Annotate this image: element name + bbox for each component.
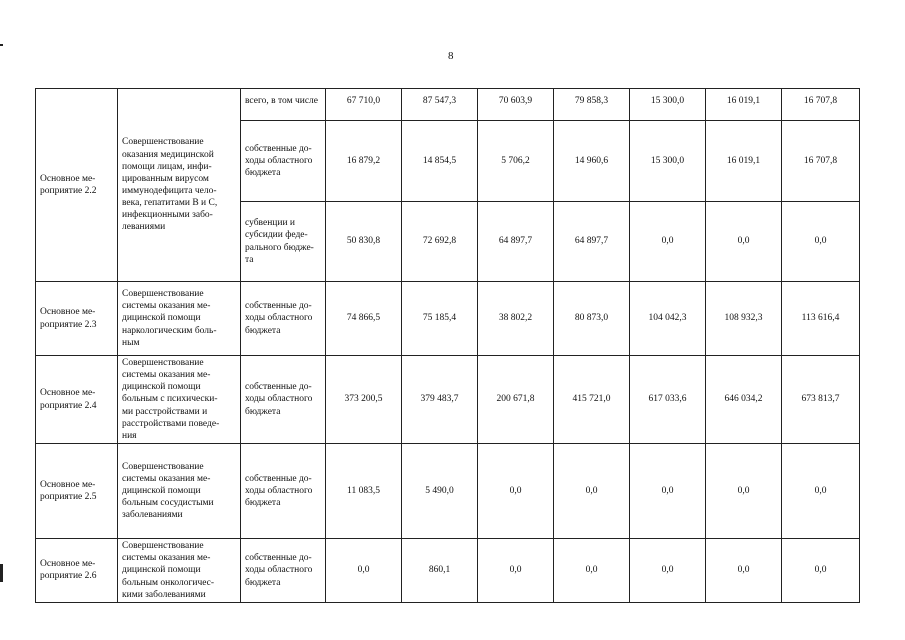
amount-cell: 5 490,0 (402, 444, 478, 539)
event-description-cell: Совершенствование системы оказания ме- дицинской помощи больным онкологичес- кими заболеваниями (118, 539, 241, 603)
amount-cell: 16 019,1 (706, 121, 782, 202)
amount-cell: 0,0 (630, 539, 706, 603)
table-row (36, 444, 860, 539)
amount-cell: 860,1 (402, 539, 478, 603)
amount-cell: 646 034,2 (706, 356, 782, 444)
amount-cell: 79 858,3 (554, 89, 630, 121)
amount-cell: 16 707,8 (782, 89, 860, 121)
page-number: 8 (448, 50, 454, 62)
funding-source-cell: собственные до- ходы областного бюджета (241, 356, 326, 444)
amount-cell: 0,0 (554, 539, 630, 603)
amount-cell: 0,0 (478, 539, 554, 603)
amount-cell: 415 721,0 (554, 356, 630, 444)
table-row (36, 282, 860, 356)
amount-cell: 673 813,7 (782, 356, 860, 444)
amount-cell: 373 200,5 (326, 356, 402, 444)
funding-source-cell: собственные до- ходы областного бюджета (241, 121, 326, 202)
amount-cell: 113 616,4 (782, 282, 860, 356)
amount-cell: 0,0 (630, 202, 706, 282)
amount-cell: 108 932,3 (706, 282, 782, 356)
amount-cell: 38 802,2 (478, 282, 554, 356)
event-name-cell: Основное ме- роприятие 2.3 (36, 282, 118, 356)
amount-cell: 0,0 (326, 539, 402, 603)
amount-cell: 72 692,8 (402, 202, 478, 282)
amount-cell: 16 707,8 (782, 121, 860, 202)
amount-cell: 67 710,0 (326, 89, 402, 121)
scan-edge-mark (0, 44, 3, 46)
funding-source-cell: собственные до- ходы областного бюджета (241, 282, 326, 356)
amount-cell: 80 873,0 (554, 282, 630, 356)
amount-cell: 0,0 (782, 539, 860, 603)
event-name-cell: Основное ме- роприятие 2.2 (36, 89, 118, 282)
amount-cell: 70 603,9 (478, 89, 554, 121)
event-name-cell: Основное ме- роприятие 2.4 (36, 356, 118, 444)
funding-source-cell: всего, в том числе (241, 89, 326, 121)
amount-cell: 379 483,7 (402, 356, 478, 444)
amount-cell: 15 300,0 (630, 121, 706, 202)
amount-cell: 64 897,7 (478, 202, 554, 282)
budget-table (35, 88, 860, 603)
event-description-cell: Совершенствование системы оказания ме- дицинской помощи больным с психически- ми расстройствами и расстройствами поведе- ния (118, 356, 241, 444)
amount-cell: 11 083,5 (326, 444, 402, 539)
event-name-cell: Основное ме- роприятие 2.5 (36, 444, 118, 539)
amount-cell: 617 033,6 (630, 356, 706, 444)
amount-cell: 104 042,3 (630, 282, 706, 356)
amount-cell: 14 854,5 (402, 121, 478, 202)
scan-edge-mark (0, 564, 3, 582)
table-row (36, 356, 860, 444)
amount-cell: 200 671,8 (478, 356, 554, 444)
amount-cell: 16 879,2 (326, 121, 402, 202)
funding-source-cell: собственные до- ходы областного бюджета (241, 539, 326, 603)
table-row (36, 89, 860, 121)
amount-cell: 0,0 (478, 444, 554, 539)
amount-cell: 64 897,7 (554, 202, 630, 282)
amount-cell: 0,0 (782, 444, 860, 539)
amount-cell: 16 019,1 (706, 89, 782, 121)
amount-cell: 74 866,5 (326, 282, 402, 356)
funding-source-cell: собственные до- ходы областного бюджета (241, 444, 326, 539)
amount-cell: 50 830,8 (326, 202, 402, 282)
event-name-cell: Основное ме- роприятие 2.6 (36, 539, 118, 603)
table-row (36, 539, 860, 603)
amount-cell: 0,0 (554, 444, 630, 539)
amount-cell: 0,0 (706, 202, 782, 282)
event-description-cell: Совершенствование системы оказания ме- дицинской помощи наркологическим боль- ным (118, 282, 241, 356)
amount-cell: 14 960,6 (554, 121, 630, 202)
funding-source-cell: субвенции и субсидии феде- рального бюдже- та (241, 202, 326, 282)
amount-cell: 75 185,4 (402, 282, 478, 356)
event-description-cell: Совершенствование системы оказания ме- дицинской помощи больным сосудистыми заболеваниями (118, 444, 241, 539)
amount-cell: 0,0 (706, 444, 782, 539)
amount-cell: 0,0 (782, 202, 860, 282)
amount-cell: 5 706,2 (478, 121, 554, 202)
amount-cell: 87 547,3 (402, 89, 478, 121)
amount-cell: 15 300,0 (630, 89, 706, 121)
event-description-cell: Совершенствование оказания медицинской помощи лицам, инфи- цированным вирусом иммунодефицита чело- века, гепатитами В и С, инфекционными забо- леваниями (118, 89, 241, 282)
amount-cell: 0,0 (706, 539, 782, 603)
amount-cell: 0,0 (630, 444, 706, 539)
